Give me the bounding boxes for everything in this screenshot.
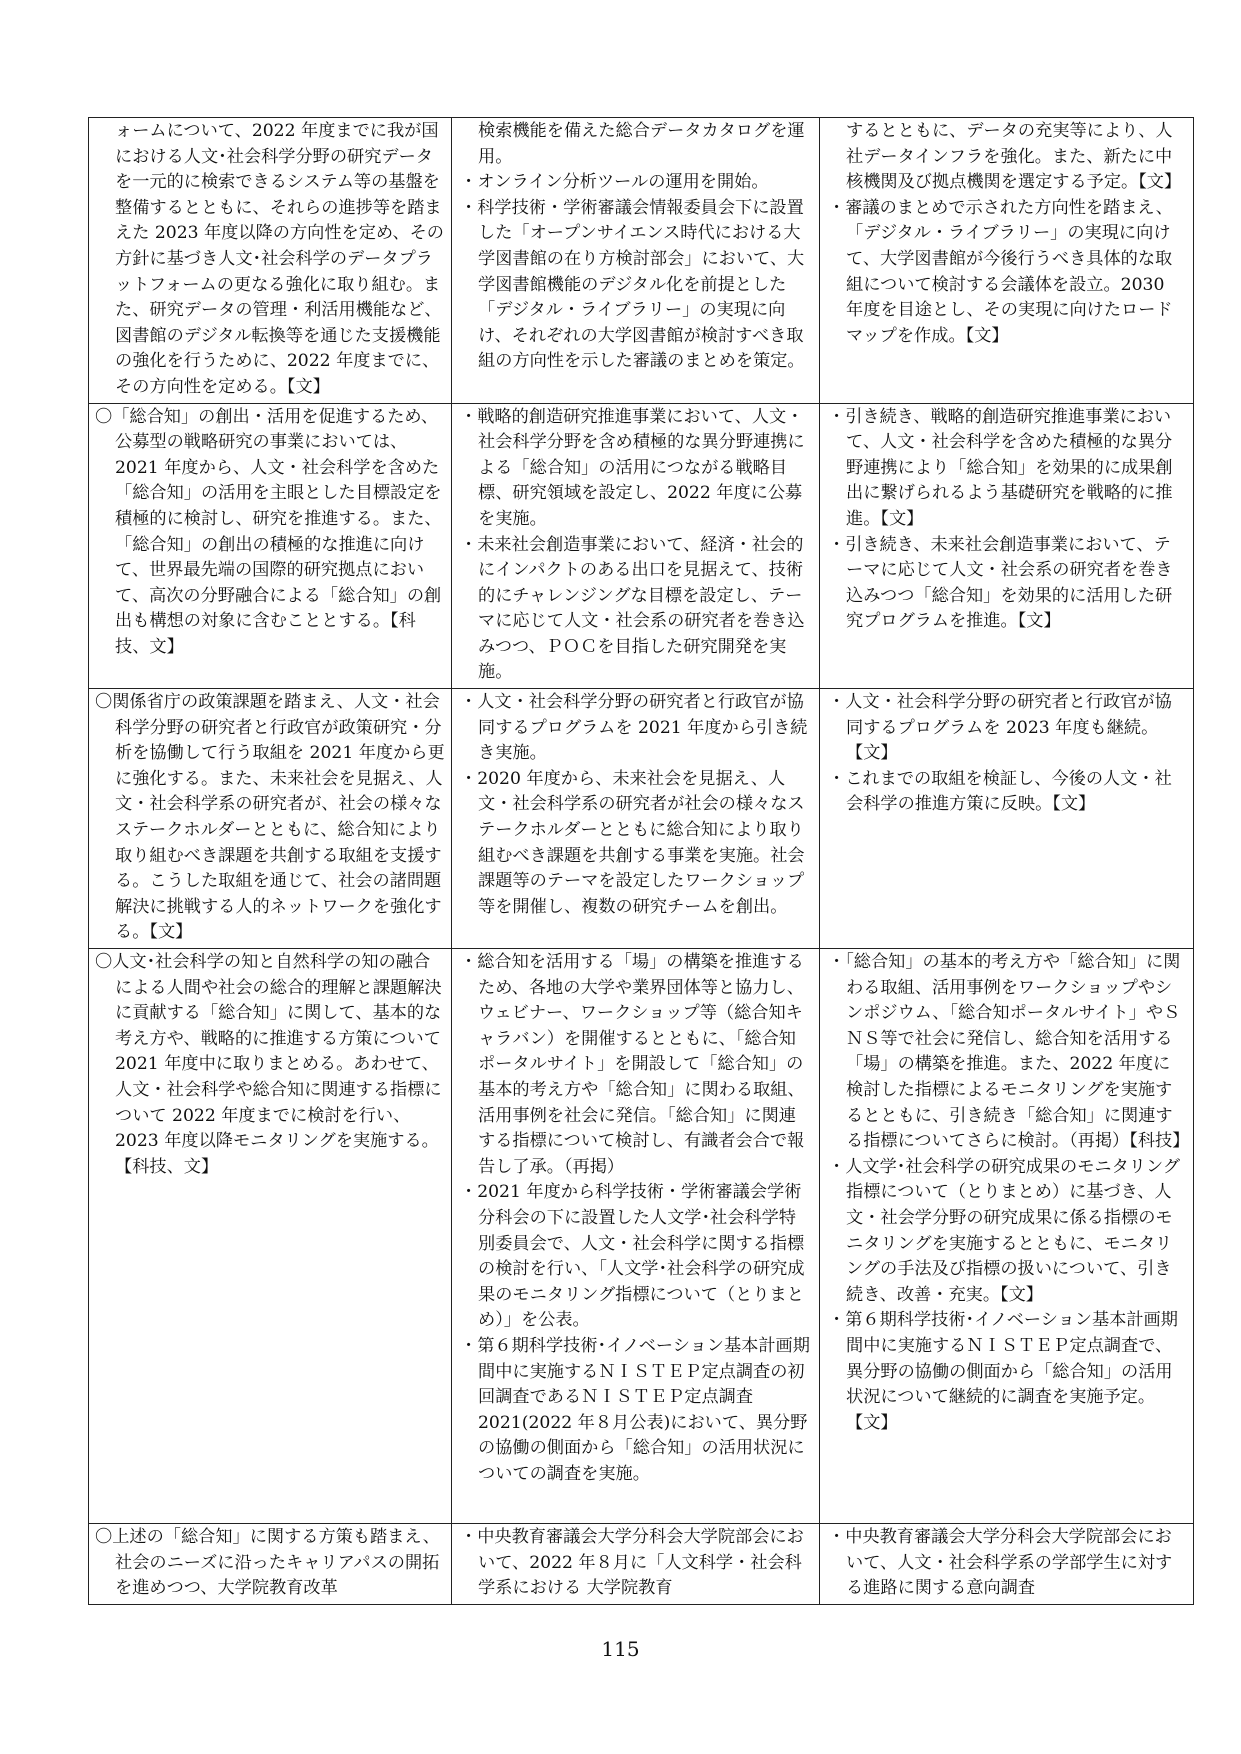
circle-item: 〇「総合知」の創出・活用を促進するため、公募型の戦略研究の事業においては、2021 年度から、人文・社会科学を含めた「総合知」の活用を主眼とした目標設定を積極的に検討し、研究を推進する。また、「総合知」の創出の積極的な推進に向けて、世界最先端の国際的研究拠点において、高次の分野融合による「総合知」の創出も構想の対象に含むこととする。【科技、文】	[95, 406, 442, 657]
table-row	[89, 118, 1194, 404]
bullet-item: ・人文・社会科学分野の研究者と行政官が協同するプログラムを 2023 年度も継続。【文】	[828, 692, 1172, 764]
table-row	[89, 403, 1194, 689]
circle-item: 〇関係省庁の政策課題を踏まえ、人文・社会科学分野の研究者と行政官が政策研究・分析を協働して行う取組を 2021 年度から更に強化する。また、未来社会を見据え、人文・社会科学系の研究者が、社会の様々なステークホルダーとともに、総合知により取り組むべき課題を共創する取組を支援する。こうした取組を通じて、社会の諸問題解決に挑戦する人的ネットワークを強化する。【文】	[95, 692, 445, 943]
bullet-item: ・2020 年度から、未来社会を見据え、人文・社会科学系の研究者が社会の様々なステークホルダーとともに総合知により取り組むべき課題を共創する事業を実施。社会課題等のテーマを設定したワークショップ等を開催し、複数の研究チームを創出。	[460, 768, 805, 917]
bullet-item: ・戦略的創造研究推進事業において、人文・社会科学分野を含め積極的な異分野連携による「総合知」の活用につながる戦略目標、研究領域を設定し、2022 年度に公募を実施。	[460, 406, 805, 529]
bullet-item: ・審議のまとめで示された方向性を踏まえ、「デジタル・ライブラリー」の実現に向けて、大学図書館が今後行うべき具体的な取組について検討する会議体を設立。2030 年度を目途とし、その実現に向けたロードマップを作成。【文】	[828, 197, 1173, 346]
bullet-item: ・中央教育審議会大学分科会大学院部会において、人文・社会科学系の学部学生に対する進路に関する意向調査	[828, 1527, 1173, 1599]
bullet-item: ・引き続き、戦略的創造研究推進事業において、人文・社会科学を含めた積極的な異分野連携により「総合知」を効果的に成果創出に繋げられるよう基礎研究を戦略的に推進。【文】	[828, 406, 1173, 529]
table-row	[89, 689, 1194, 949]
table-cell	[89, 403, 452, 689]
table-cell	[89, 949, 452, 1524]
circle-item: 〇人文･社会科学の知と自然科学の知の融合による人間や社会の総合的理解と課題解決に貢献する「総合知」に関して、基本的な考え方や、戦略的に推進する方策について 2021 年度中に取りまとめる。あわせて、人文・社会科学や総合知に関連する指標について 2022 年度までに検討を行い、2023 年度以降モニタリングを実施する。【科技、文】	[95, 952, 442, 1177]
bullet-item: ・科学技術・学術審議会情報委員会下に設置した「オープンサイエンス時代における大学図書館の在り方検討部会」において、大学図書館機能のデジタル化を前提とした「デジタル・ライブラリー」の実現に向け、それぞれの大学図書館が検討すべき取組の方向性を示した審議のまとめを策定。	[460, 197, 805, 372]
bullet-item: ・引き続き、未来社会創造事業において、テーマに応じて人文・社会系の研究者を巻き込みつつ「総合知」を効果的に活用した研究プログラムを推進。【文】	[828, 534, 1173, 632]
table-cell	[89, 689, 452, 949]
table-row	[89, 949, 1194, 1524]
cell-text: 検索機能を備えた総合データカタログを運用。	[478, 121, 805, 167]
table-cell	[820, 403, 1194, 689]
bullet-item: ・中央教育審議会大学分科会大学院部会において、2022 年８月に「人文科学・社会科学系における 大学院教育	[460, 1527, 804, 1599]
page-number: 115	[601, 1637, 640, 1661]
bullet-item: ・総合知を活用する「場」の構築を推進するため、各地の大学や業界団体等と協力し、ウェビナー、ワークショップ等（総合知キャラバン）を開催するとともに、「総合知ポータルサイト」を開設して「総合知」の基本的考え方や「総合知」に関わる取組、活用事例を社会に発信。「総合知」に関連する指標について検討し、有識者会合で報告し了承。（再掲）	[460, 952, 805, 1177]
table-cell	[820, 689, 1194, 949]
table-cell	[452, 689, 820, 949]
bullet-item: ・第６期科学技術･イノベーション基本計画期間中に実施するＮＩＳＴＥＰ定点調査の初回調査であるＮＩＳＴＥＰ定点調査 2021(2022 年８月公表)において、異分野の協働の側面から「総合知」の活用状況についての調査を実施。	[460, 1335, 810, 1484]
bullet-item: ・2021 年度から科学技術・学術審議会学術分科会の下に設置した人文学･社会科学特別委員会で、人文・社会科学に関する指標の検討を行い、「人文学･社会科学の研究成果のモニタリング指標について（とりまとめ）」を公表。	[460, 1182, 805, 1331]
bullet-item: ・人文・社会科学分野の研究者と行政官が協同するプログラムを 2021 年度から引き続き実施。	[460, 692, 808, 764]
table-cell	[452, 949, 820, 1524]
cell-text: ォームについて、2022 年度までに我が国における人文･社会科学分野の研究データを一元的に検索できるシステム等の基盤を整備するとともに、それらの進捗等を踏まえた 2023 年度以降の方向性を定め、その方針に基づき人文･社会科学のデータプラットフォームの更なる強化に取り組む。また、研究データの管理・利活用機能など、図書館のデジタル転換等を通じた支援機能の強化を行うために、2022 年度までに、その方向性を定める。【文】	[115, 121, 444, 397]
bullet-item: ・これまでの取組を検証し、今後の人文・社会科学の推進方策に反映。【文】	[828, 768, 1172, 815]
table-row	[89, 1524, 1194, 1605]
table-cell	[820, 1524, 1194, 1605]
bullet-item: ・「総合知」の基本的考え方や「総合知」に関わる取組、活用事例をワークショップやシンポジウム、「総合知ポータルサイト」やＳＮＳ等で社会に発信し、総合知を活用する「場」の構築を推進。また、2022 年度に検討した指標によるモニタリングを実施するとともに、引き続き「総合知」に関連する指標についてさらに検討。（再掲）【科技】	[828, 952, 1190, 1152]
table-cell	[452, 403, 820, 689]
bullet-item: ・人文学･社会科学の研究成果のモニタリング指標について（とりまとめ）に基づき、人文・社会学分野の研究成果に係る指標のモニタリングを実施するとともに、モニタリングの手法及び指標の扱いについて、引き続き、改善・充実。【文】	[828, 1156, 1181, 1305]
cell-text: するとともに、データの充実等により、人社データインフラを強化。また、新たに中核機関及び拠点機関を選定する予定。【文】	[846, 121, 1182, 193]
table-cell	[452, 118, 820, 404]
bullet-item: ・第６期科学技術･イノベーション基本計画期間中に実施するＮＩＳＴＥＰ定点調査で、異分野の協働の側面から「総合知」の活用状況について継続的に調査を実施予定。【文】	[828, 1310, 1178, 1433]
table-cell	[89, 1524, 452, 1605]
table-cell	[89, 118, 452, 404]
table-cell	[820, 949, 1194, 1524]
table-cell	[452, 1524, 820, 1605]
bullet-item: ・オンライン分析ツールの運用を開始。	[460, 172, 769, 193]
bullet-item: ・未来社会創造事業において、経済・社会的にインパクトのある出口を見据えて、技術的にチャレンジングな目標を設定し、テーマに応じて人文・社会系の研究者を巻き込みつつ、ＰＯＣを目指した研究開発を実施。	[460, 534, 805, 683]
circle-item: 〇上述の「総合知」に関する方策も踏まえ、社会のニーズに沿ったキャリアパスの開拓を進めつつ、大学院教育改革	[95, 1527, 440, 1599]
policy-table	[88, 117, 1194, 1605]
table-cell	[820, 118, 1194, 404]
